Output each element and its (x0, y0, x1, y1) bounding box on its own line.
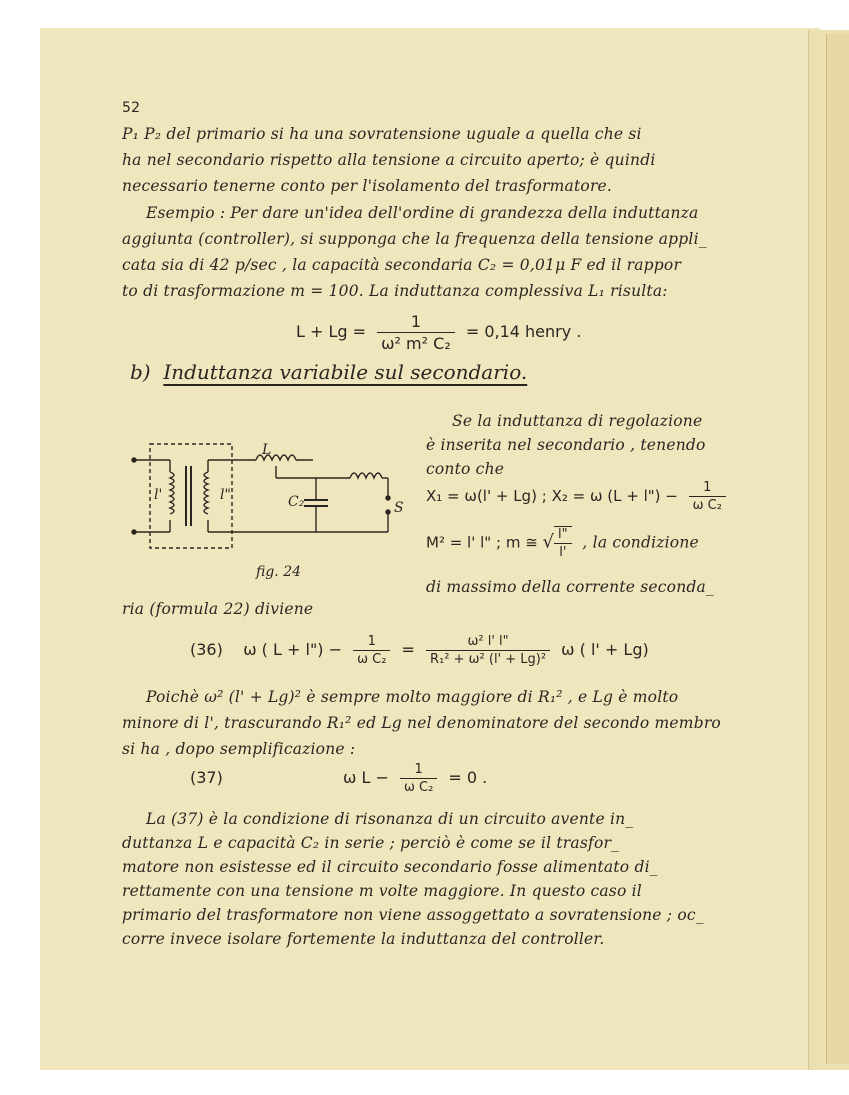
line-massimo: di massimo della corrente seconda_ (426, 578, 714, 596)
right-col-line-1: Se la induttanza di regolazione (452, 412, 703, 430)
paragraph-3-line-6: corre invece isolare fortemente la induttanza del controller. (122, 930, 605, 948)
eq-x2-num: 1 (689, 480, 726, 497)
eq36-lhs-num: 1 (353, 634, 390, 651)
eq37-num: 1 (400, 762, 437, 779)
paragraph-2-line-3: si ha , dopo semplificazione : (122, 740, 356, 758)
equation-mutual: M² = l' l" ; m ≅ √ $\frac{l"}{l'}$ , la condizione (426, 527, 699, 560)
equation-37 (190, 762, 487, 795)
primary-coil (170, 472, 174, 514)
eq-m: m ≅ (505, 533, 538, 552)
paragraph-3-line-5: primario del trasformatore non viene assoggettato a sovratensione ; oc_ (122, 906, 704, 924)
paragraph-3-line-3: matore non esistesse ed il circuito secondario fosse alimentato di_ (122, 858, 658, 876)
eq1-rhs: = 0,14 henry . (465, 322, 582, 341)
line-formula: ria (formula 22) diviene (122, 600, 314, 618)
paragraph-2-line-2: minore di l', trascurando R₁² ed Lg nel denominatore del secondo membro (122, 714, 721, 732)
right-col-line-2: è inserita nel secondario , tenendo (426, 436, 706, 454)
eq36-lhs-den: ω C₂ (357, 652, 387, 667)
terminal-p1 (132, 458, 136, 462)
section-label: b) (130, 360, 151, 384)
page-number: 52 (122, 100, 141, 116)
eq-m2: M² = l' l" (426, 533, 492, 552)
circuit-diagram (128, 436, 408, 584)
eq1-lhs: L + Lg = (296, 322, 367, 341)
paragraph-3-line-4: rettamente con una tensione m volte maggiore. In questo caso il (122, 882, 642, 900)
switch-contact-1 (386, 496, 390, 500)
eq1-numerator: 1 (377, 312, 455, 333)
eq-sqrt-den: l' (559, 545, 567, 560)
eq-sqrt-num: l" (554, 527, 572, 544)
equation-36 (190, 634, 649, 667)
fig-label-L: L (262, 442, 272, 458)
eq-m-tail: , la condizione (582, 533, 699, 552)
terminal-p2 (132, 530, 136, 534)
page-edge-back (826, 34, 849, 1064)
eq36-lhs: ω ( L + l") − (243, 640, 343, 659)
eq-x1: X₁ = ω(l' + Lg) (426, 487, 537, 505)
eq37-rhs: = 0 . (448, 768, 488, 787)
paragraph-3-line-2: duttanza L e capacità C₂ in serie ; perciò è come se il trasfor_ (122, 834, 620, 852)
eq37-den: ω C₂ (404, 780, 434, 795)
load-coil (350, 473, 382, 478)
fig-label-S: S (394, 500, 404, 516)
right-col-line-3: conto che (426, 460, 505, 478)
secondary-coil (204, 472, 208, 514)
eq36-label: (36) (190, 640, 223, 659)
paragraph-3-line-1: La (37) è la condizione di risonanza di un circuito avente in_ (146, 810, 634, 828)
eq36-rhs-num: ω² l' l" (426, 634, 550, 651)
paragraph-1-line-2: ha nel secondario rispetto alla tensione a circuito aperto; è quindi (122, 151, 656, 169)
section-title: Induttanza variabile sul secondario. (163, 360, 528, 384)
paragraph-1-line-3: necessario tenerne conto per l'isolamento del trasformatore. (122, 177, 613, 195)
eq36-rhs-tail: ω ( l' + Lg) (561, 640, 649, 659)
fig-label-l2: l" (220, 487, 231, 503)
figure-caption: fig. 24 (256, 564, 302, 580)
equation-reactances (426, 480, 732, 513)
paragraph-1-line-1: P₁ P₂ del primario si ha una sovratensione uguale a quella che si (122, 125, 642, 143)
eq-m-sep: ; (495, 533, 502, 552)
eq36-rhs-den: R₁² + ω² (l' + Lg)² (430, 652, 547, 667)
eq-x2: X₂ = ω (L + l") − (551, 487, 678, 505)
equation-inductance (296, 312, 581, 353)
example-line-2: aggiunta (controller), si supponga che la frequenza della tensione appli_ (122, 230, 707, 248)
fig-label-l1: l' (154, 487, 163, 503)
eq-x-sep: ; (541, 487, 547, 505)
example-line-4: to di trasformazione m = 100. La induttanza complessiva L₁ risulta: (122, 282, 668, 300)
paragraph-2-line-1: Poichè ω² (l' + Lg)² è sempre molto maggiore di R₁² , e Lg è molto (146, 688, 679, 706)
section-heading (130, 360, 527, 384)
eq37-lhs: ω L − (343, 768, 389, 787)
eq37-label: (37) (190, 768, 223, 787)
example-line-1: Esempio : Per dare un'idea dell'ordine di grandezza della induttanza (146, 204, 699, 222)
eq36-equals: = (401, 640, 415, 659)
eq-x2-den: ω C₂ (692, 498, 722, 513)
example-line-3: cata sia di 42 p/sec , la capacità secondaria C₂ = 0,01μ F ed il rappor (122, 256, 682, 274)
fig-label-C2: C₂ (288, 494, 305, 510)
eq1-denominator: ω² m² C₂ (381, 334, 451, 353)
